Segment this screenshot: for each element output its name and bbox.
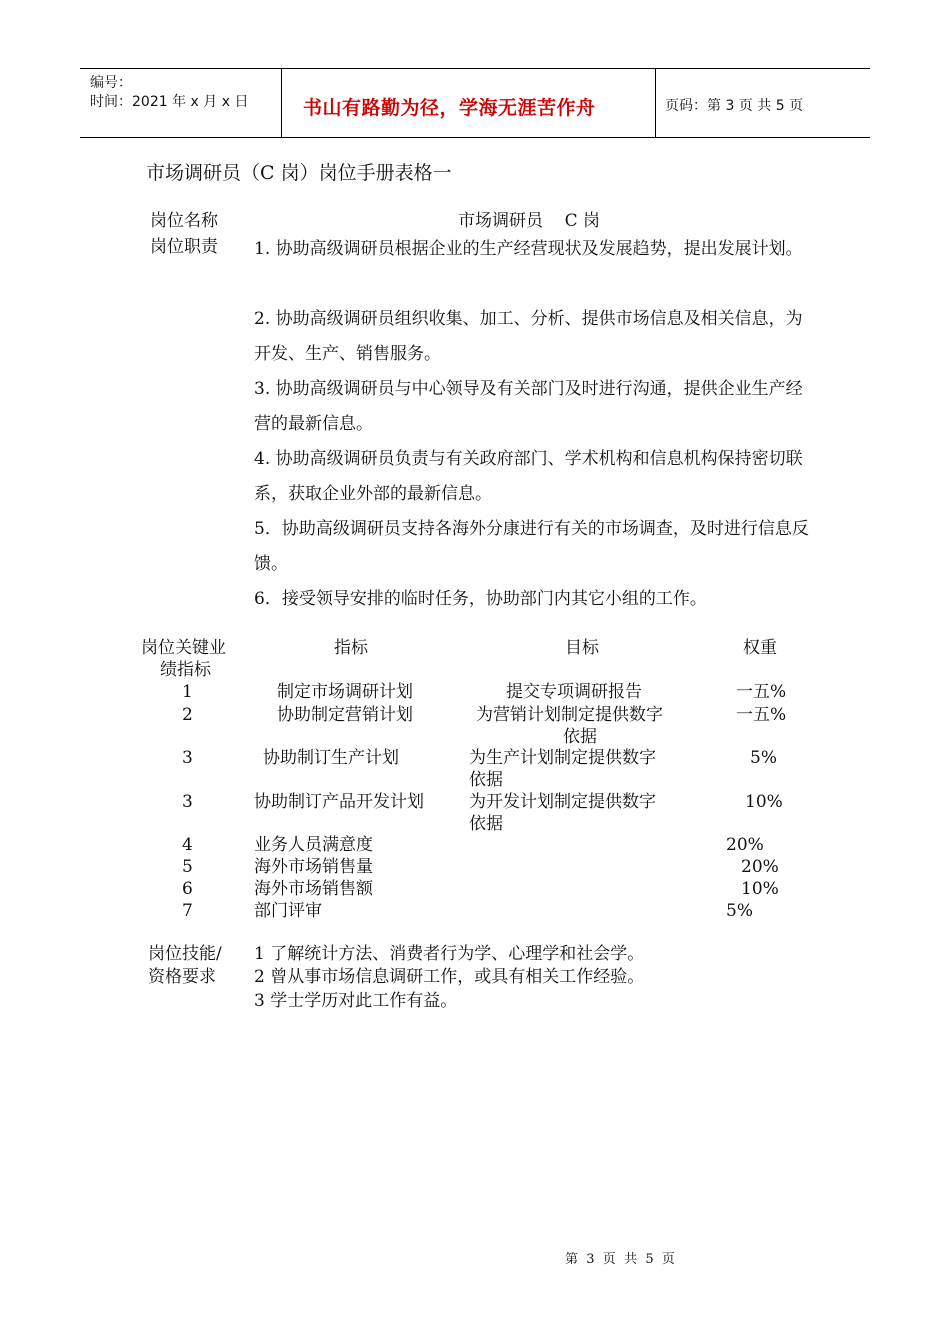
header-motto: 书山有路勤为径，学海无涯苦作舟 [303,97,596,119]
kpi-row-target-cont: 依据 [563,727,597,747]
kpi-row-indicator: 协助制订生产计划 [263,748,399,768]
kpi-row-no: 4 [182,835,193,855]
kpi-row-target-cont: 依据 [469,814,503,834]
duty-item-2: 2. 协助高级调研员组织收集、加工、分析、提供市场信息及相关信息，为开发、生产、销售服务。 [254,309,803,364]
skill-item-2: 2 曾从事市场信息调研工作，或具有相关工作经验。 [254,967,645,987]
kpi-header-target: 目标 [565,638,599,658]
kpi-row-target: 提交专项调研报告 [506,682,642,702]
time-label: 时间：2021 年 x 月 x 日 [90,94,249,110]
kpi-row-target: 为生产计划制定提供数字 [469,748,656,768]
page-info: 页码：第 3 页 共 5 页 [665,98,804,114]
doc-title: 市场调研员（C 岗）岗位手册表格一 [146,162,452,184]
duty-item-1: 1. 协助高级调研员根据企业的生产经营现状及发展趋势，提出发展计划。 [254,239,803,259]
kpi-header-indicator: 指标 [334,638,368,658]
kpi-row-weight: 5% [726,901,753,921]
kpi-row-weight: 5% [750,748,777,768]
duties-label: 岗位职责 [150,237,218,257]
kpi-row-no: 7 [182,901,193,921]
kpi-row-no: 2 [182,705,193,725]
kpi-row-weight: 10% [741,879,779,899]
kpi-row-weight: 一五% [736,682,787,702]
kpi-row-no: 6 [182,879,193,899]
kpi-row-weight: 20% [741,857,779,877]
kpi-row-indicator: 协助制订产品开发计划 [254,792,424,812]
kpi-row-weight: 一五% [736,705,787,725]
kpi-row-indicator: 部门评审 [254,901,322,921]
kpi-row-no: 3 [182,748,193,768]
position-name-value: 市场调研员 C 岗 [458,211,601,231]
kpi-row-indicator: 海外市场销售量 [254,857,373,877]
kpi-label-line1: 岗位关键业 [141,638,226,658]
serial-label: 编号： [90,75,132,91]
kpi-row-target: 为营销计划制定提供数字 [476,705,663,725]
duty-item-4: 4. 协助高级调研员负责与有关政府部门、学术机构和信息机构保持密切联系，获取企业外部的最新信息。 [254,449,803,504]
duty-item-6: 6．接受领导安排的临时任务，协助部门内其它小组的工作。 [254,589,707,609]
kpi-row-no: 3 [182,792,193,812]
kpi-row-indicator: 制定市场调研计划 [277,682,413,702]
position-name-label: 岗位名称 [150,211,218,231]
kpi-row-no: 5 [182,857,193,877]
kpi-row-weight: 10% [745,792,783,812]
kpi-row-target-cont: 依据 [469,770,503,790]
skills-label-line2: 资格要求 [148,967,216,987]
page-footer: 第 3 页 共 5 页 [565,1252,675,1267]
duty-item-5: 5．协助高级调研员支持各海外分康进行有关的市场调查，及时进行信息反馈。 [254,519,809,574]
duty-item-3: 3. 协助高级调研员与中心领导及有关部门及时进行沟通，提供企业生产经营的最新信息。 [254,379,803,434]
kpi-label-line2: 绩指标 [160,660,211,680]
kpi-row-indicator: 海外市场销售额 [254,879,373,899]
kpi-row-weight: 20% [726,835,764,855]
kpi-row-indicator: 协助制定营销计划 [277,705,413,725]
skills-label-line1: 岗位技能/ [148,944,222,964]
header-divider-right [655,69,656,137]
skill-item-3: 3 学士学历对此工作有益。 [254,991,458,1011]
kpi-header-weight: 权重 [743,638,777,658]
kpi-row-indicator: 业务人员满意度 [254,835,373,855]
skill-item-1: 1 了解统计方法、消费者行为学、心理学和社会学。 [254,944,645,964]
kpi-row-target: 为开发计划制定提供数字 [469,792,656,812]
kpi-row-no: 1 [182,682,193,702]
header-divider-left [281,69,282,137]
